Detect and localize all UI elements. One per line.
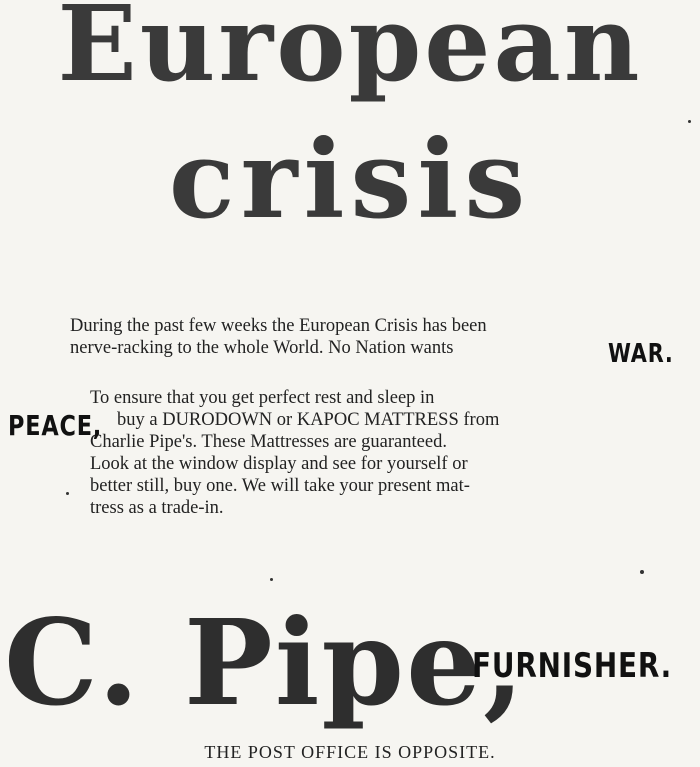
ink-speck (688, 120, 691, 123)
offer-paragraph (90, 387, 499, 519)
advertiser-trade: FURNISHER. (472, 646, 673, 686)
advertiser-name: C. Pipe, (4, 593, 527, 732)
intro-line-2: nerve-racking to the whole World. No Nation wants (70, 338, 454, 358)
intro-line-1: During the past few weeks the European Crisis has been (70, 316, 487, 336)
peace-stamp: PEACE, (8, 409, 103, 442)
headline-crisis: crisis (168, 117, 532, 243)
footer-note: THE POST OFFICE IS OPPOSITE. (204, 742, 496, 762)
war-stamp: WAR. (608, 339, 674, 369)
intro-paragraph (70, 315, 487, 359)
offer-line-1: To ensure that you get perfect rest and sleep in (90, 388, 435, 408)
offer-line-6: tress as a trade-in. (90, 498, 224, 518)
headline-european: European (57, 0, 643, 105)
offer-line-4: Look at the window display and see for yourself or (90, 454, 468, 474)
offer-line-2: buy a DURODOWN or KAPOC MATTRESS from (117, 410, 500, 430)
ink-speck (270, 578, 273, 581)
offer-line-5: better still, buy one. We will take your present mat- (90, 476, 470, 496)
ink-speck (640, 570, 644, 574)
offer-line-3: Charlie Pipe's. These Mattresses are guaranteed. (90, 432, 447, 452)
ink-speck (66, 492, 69, 495)
